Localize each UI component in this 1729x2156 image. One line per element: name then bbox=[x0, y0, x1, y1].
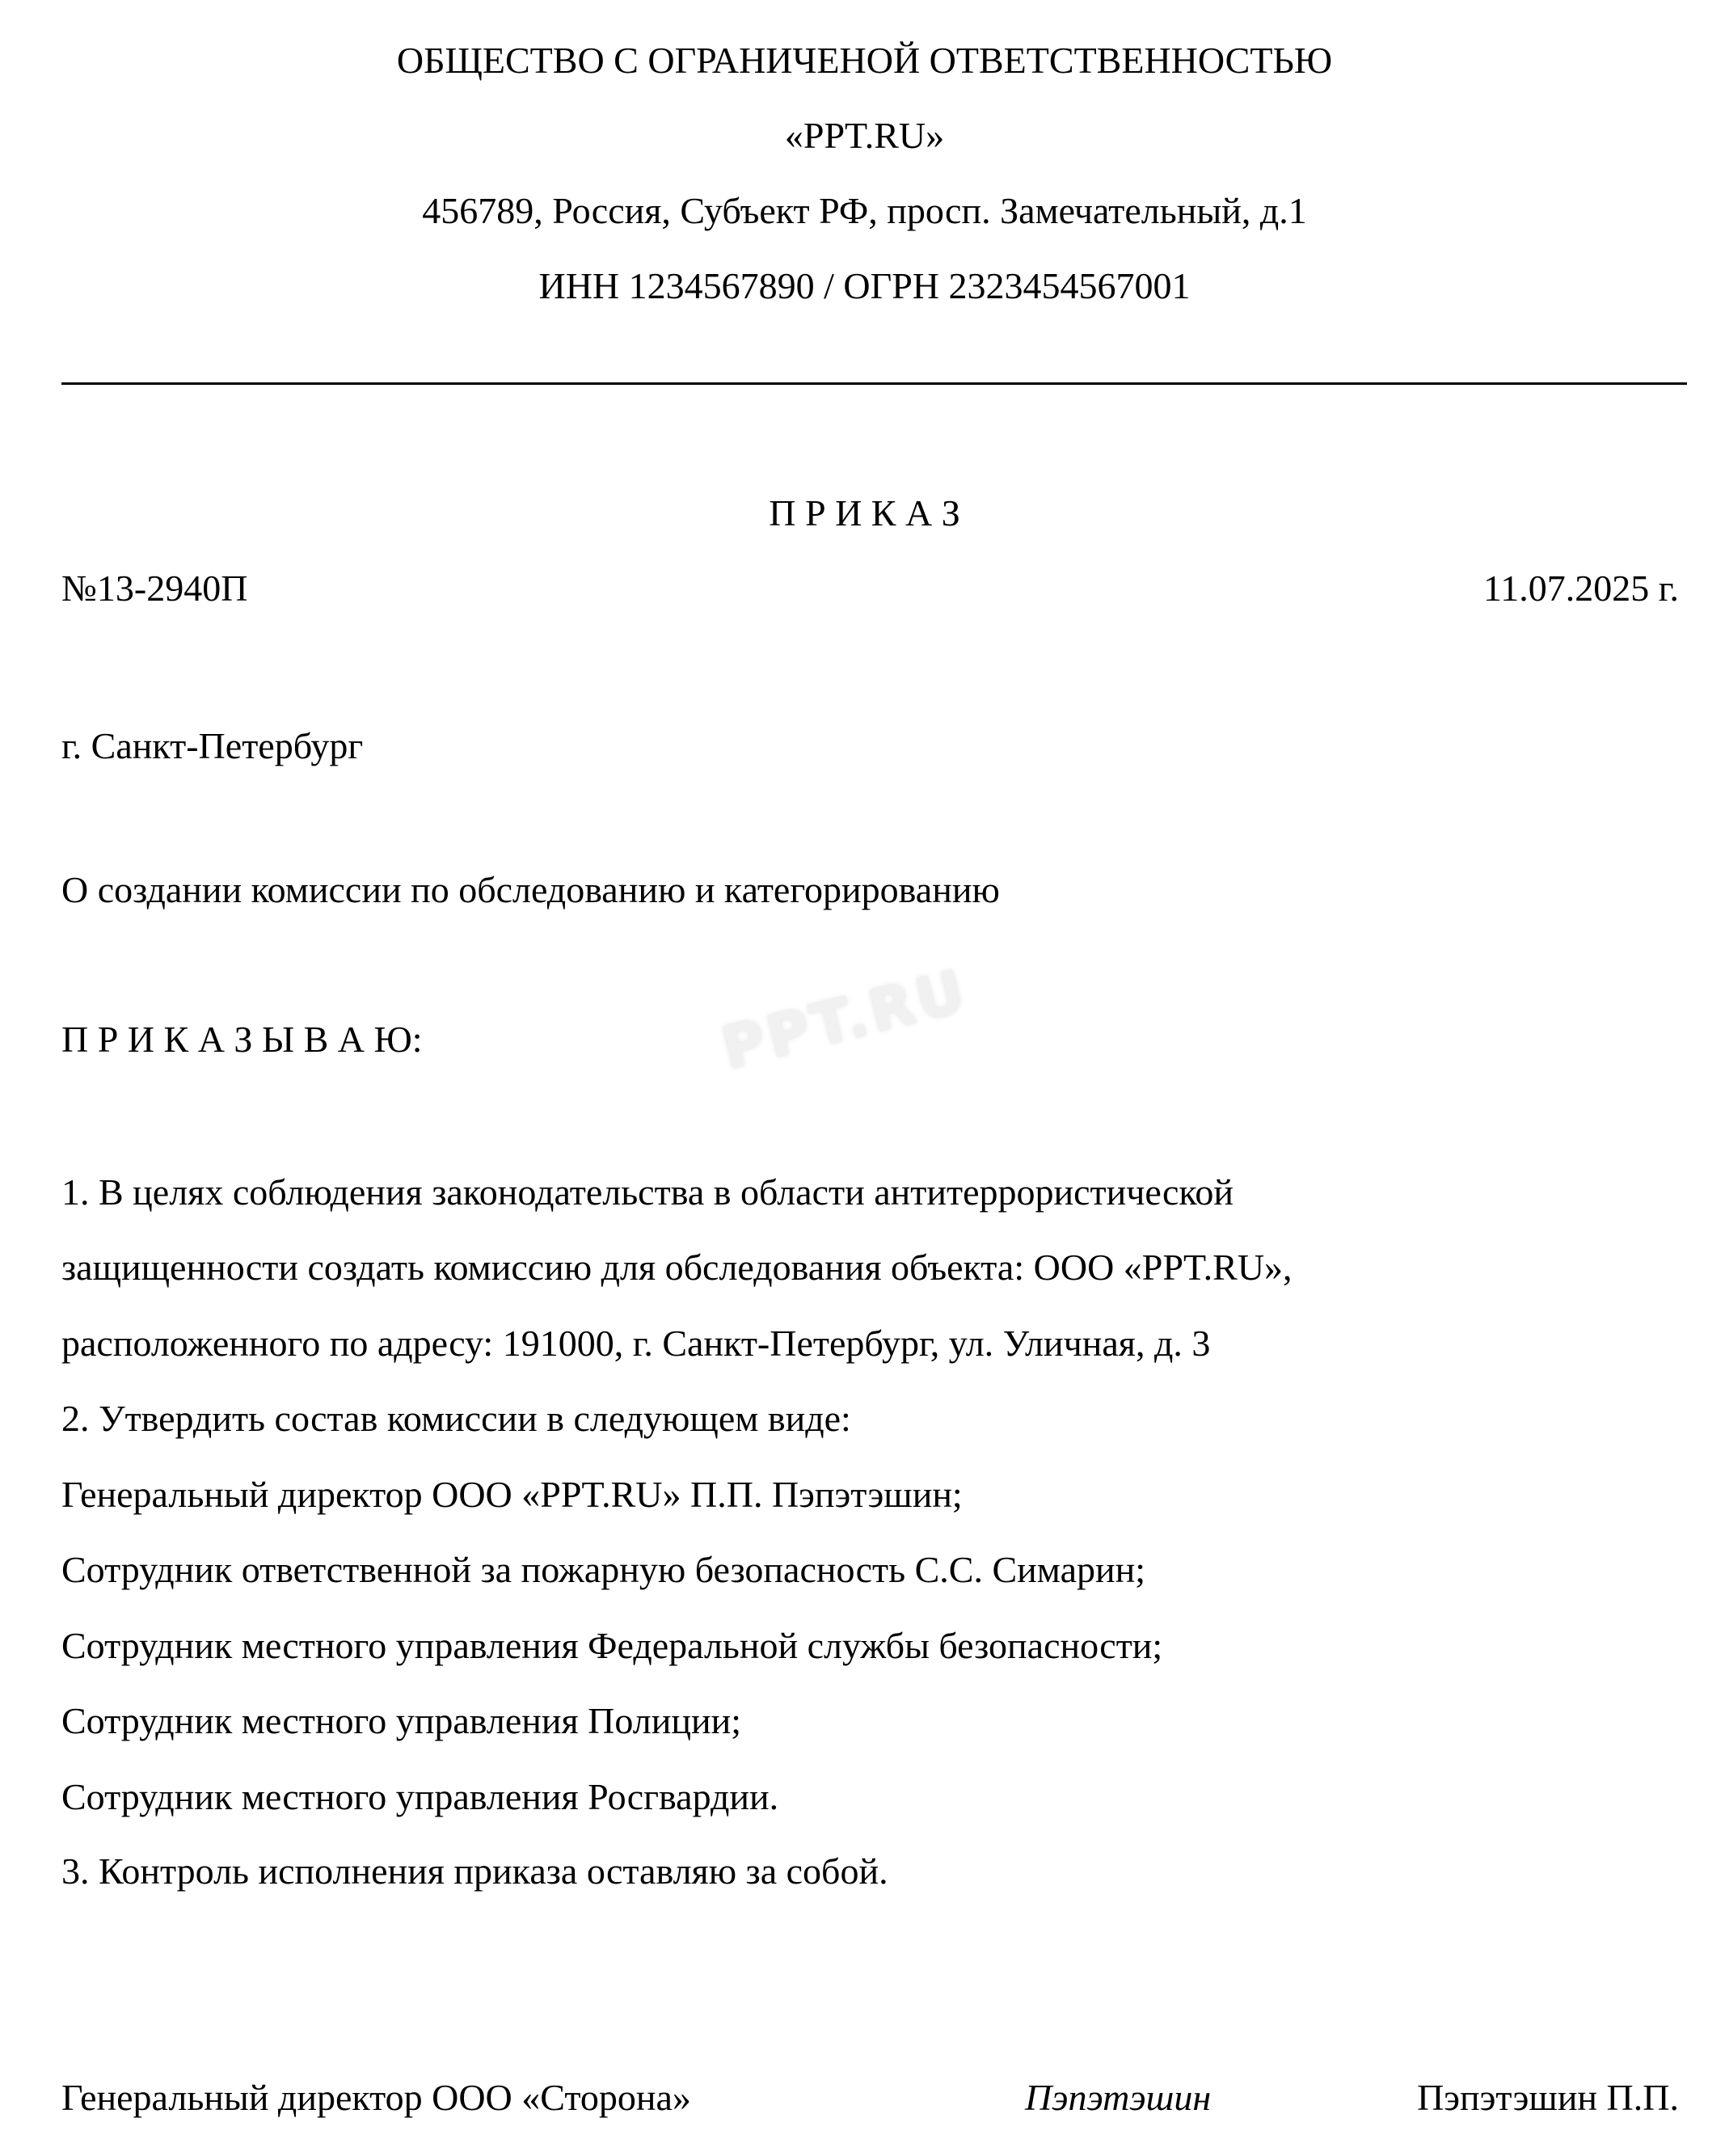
body-line: 3. Контроль исполнения приказа оставляю за собой. bbox=[61, 1850, 888, 1892]
company-registration: ИНН 1234567890 / ОГРН 2323454567001 bbox=[538, 265, 1191, 306]
commission-member: Сотрудник ответственной за пожарную безопасность С.С. Симарин; bbox=[61, 1549, 1146, 1590]
document-title: П Р И К А З bbox=[769, 492, 960, 534]
document-date: 11.07.2025 г. bbox=[1483, 567, 1679, 609]
order-word: П Р И К А З Ы В А Ю: bbox=[61, 1019, 423, 1060]
watermark: PPT.RU bbox=[715, 956, 974, 1082]
document-city: г. Санкт-Петербург bbox=[61, 725, 364, 766]
body-line: 1. В целях соблюдения законодательства в области антитеррористической bbox=[61, 1171, 1233, 1213]
signatory-position: Генеральный директор ООО «Сторона» bbox=[61, 2077, 691, 2118]
company-name: ОБЩЕСТВО С ОГРАНИЧЕНОЙ ОТВЕТСТВЕННОСТЬЮ bbox=[396, 40, 1333, 81]
handwritten-signature: Пэпэтэшин bbox=[1025, 2077, 1212, 2118]
commission-member: Сотрудник местного управления Федеральной службы безопасности; bbox=[61, 1625, 1163, 1666]
document-subject: О создании комиссии по обследованию и категорированию bbox=[61, 869, 1000, 910]
body-line: 2. Утвердить состав комиссии в следующем виде: bbox=[61, 1398, 851, 1439]
company-short-name: «PPT.RU» bbox=[784, 115, 945, 156]
signatory-name: Пэпэтэшин П.П. bbox=[1417, 2077, 1679, 2118]
body-line: расположенного по адресу: 191000, г. Санкт-Петербург, ул. Уличная, д. 3 bbox=[61, 1323, 1211, 1364]
header-divider bbox=[61, 382, 1687, 385]
document-number: №13-2940П bbox=[61, 567, 248, 609]
commission-member: Сотрудник местного управления Росгвардии. bbox=[61, 1776, 779, 1817]
body-line: защищенности создать комиссию для обследования объекта: ООО «PPT.RU», bbox=[61, 1247, 1293, 1288]
commission-member: Сотрудник местного управления Полиции; bbox=[61, 1700, 741, 1741]
commission-member: Генеральный директор ООО «PPT.RU» П.П. Пэпэтэшин; bbox=[61, 1474, 963, 1515]
company-address: 456789, Россия, Субъект РФ, просп. Замечательный, д.1 bbox=[422, 190, 1307, 231]
